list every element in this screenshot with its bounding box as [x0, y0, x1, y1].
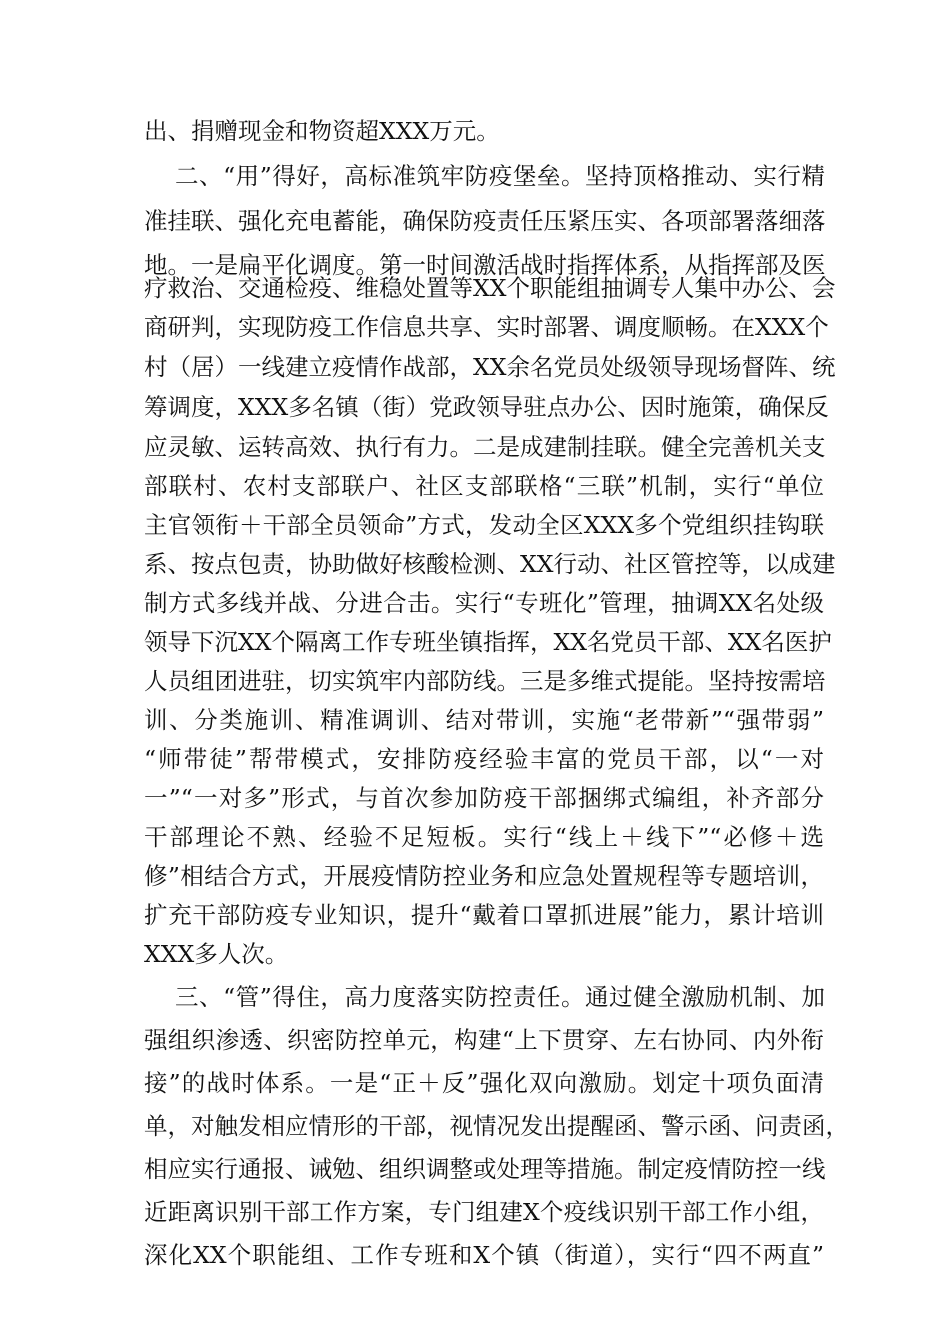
- text-line-5: 疗救治、交通检疫、维稳处置等XX个职能组抽调专人集中办公、会: [144, 274, 836, 302]
- text-line-22: XXX多人次。: [144, 940, 289, 968]
- text-line-7: 村（居）一线建立疫情作战部，XX余名党员处级领导现场督阵、统: [144, 353, 836, 381]
- text-line-13: 制方式多线并战、分进合击。实行“专班化”管理，抽调XX名处级: [144, 589, 824, 617]
- text-line-27: 相应实行通报、诫勉、组织调整或处理等措施。制定疫情防控一线: [144, 1155, 826, 1183]
- text-line-8: 筹调度，XXX多名镇（街）党政领导驻点办公、因时施策，确保反: [144, 393, 829, 421]
- text-line-19: 干部理论不熟、经验不足短板。实行“线上＋线下”“必修＋选: [144, 823, 824, 851]
- text-line-16: 训、分类施训、精准调训、结对带训，实施“老带新”“强带弱”: [144, 706, 824, 734]
- text-line-6: 商研判，实现防疫工作信息共享、实时部署、调度顺畅。在XXX个: [144, 313, 829, 341]
- text-line-29: 深化XX个职能组、工作专班和X个镇（街道），实行“四不两直”: [144, 1241, 824, 1269]
- text-line-28: 近距离识别干部工作方案，专门组建X个疫线识别干部工作小组，: [144, 1198, 824, 1226]
- text-line-10: 部联村、农村支部联户、社区支部联格“三联”机制，实行“单位: [144, 472, 824, 500]
- text-line-21: 扩充干部防疫专业知识，提升“戴着口罩抓进展”能力，累计培训: [144, 901, 824, 929]
- text-line-14: 领导下沉XX个隔离工作专班坐镇指挥，XX名党员干部、XX名医护: [144, 628, 832, 656]
- text-line-25: 接”的战时体系。一是“正＋反”强化双向激励。划定十项负面清: [144, 1069, 824, 1097]
- text-line-12: 系、按点包责，协助做好核酸检测、XX行动、社区管控等，以成建: [144, 550, 836, 578]
- text-line-2: 二、“用”得好，高标准筑牢防疫堡垒。坚持顶格推动、实行精: [175, 162, 825, 190]
- text-line-3: 准挂联、强化充电蓄能，确保防疫责任压紧压实、各项部署落细落: [144, 207, 826, 235]
- text-line-24: 强组织渗透、织密防控单元，构建“上下贯穿、左右协同、内外衔: [144, 1026, 824, 1054]
- text-line-17: “师带徒”帮带模式，安排防疫经验丰富的党员干部，以“一对: [144, 745, 824, 773]
- text-line-15: 人员组团进驻，切实筑牢内部防线。三是多维式提能。坚持按需培: [144, 667, 826, 695]
- text-line-26: 单，对触发相应情形的干部，视情况发出提醒函、警示函、问责函，: [144, 1112, 849, 1140]
- text-line-20: 修”相结合方式，开展疫情防控业务和应急处置规程等专题培训，: [144, 862, 824, 890]
- text-line-11: 主官领衔＋干部全员领命”方式，发动全区XXX多个党组织挂钩联: [144, 511, 824, 539]
- text-line-4: 地。一是扁平化调度。第一时间激活战时指挥体系，从指挥部及医: [144, 251, 826, 279]
- text-line-1: 出、捐赠现金和物资超XXX万元。: [144, 117, 500, 145]
- text-line-18: 一”“一对多”形式，与首次参加防疫干部捆绑式编组，补齐部分: [144, 784, 824, 812]
- text-line-23: 三、“管”得住，高力度落实防控责任。通过健全激励机制、加: [175, 983, 825, 1011]
- text-line-9: 应灵敏、运转高效、执行有力。二是成建制挂联。健全完善机关支: [144, 433, 826, 461]
